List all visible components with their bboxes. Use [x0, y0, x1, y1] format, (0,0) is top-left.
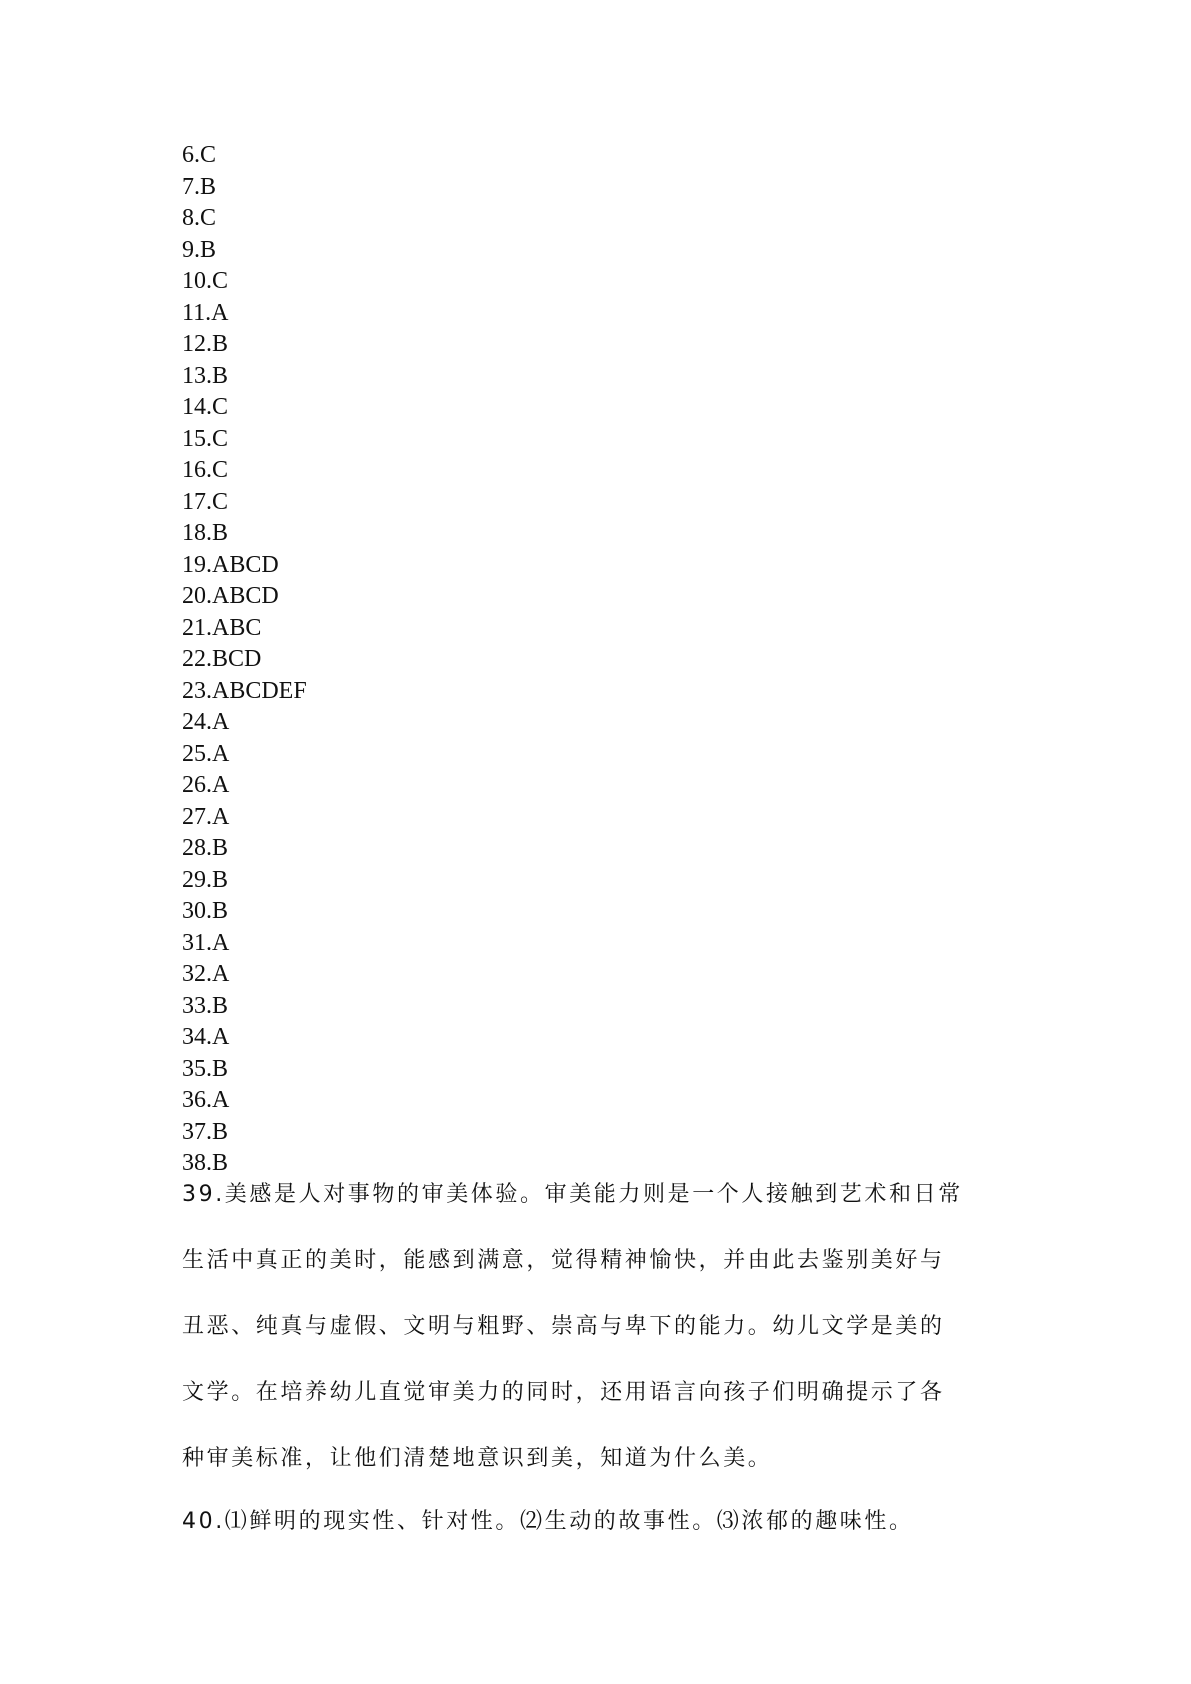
answer-item: 11.A: [182, 299, 229, 326]
paragraph-line: 生活中真正的美时，能感到满意，觉得精神愉快，并由此去鉴别美好与: [182, 1248, 945, 1273]
answer-item: 32.A: [182, 961, 230, 987]
answer-item: 27.A: [182, 803, 230, 830]
answer-item: 13.B: [182, 362, 229, 389]
answer-item: 16.C: [182, 457, 229, 483]
answer-item: 20.ABCD: [182, 583, 279, 609]
answer-item: 18.B: [182, 520, 229, 546]
paragraph-line: 39.美感是人对事物的审美体验。审美能力则是一个人接触到艺术和日常: [182, 1182, 963, 1207]
answer-item: 21.ABC: [182, 614, 262, 641]
answer-item: 38.B: [182, 1150, 229, 1176]
answer-40-paragraph: 40.⑴鲜明的现实性、针对性。⑵生动的故事性。⑶浓郁的趣味性。: [182, 1509, 914, 1534]
answer-item: 36.A: [182, 1087, 230, 1113]
answer-item: 24.A: [182, 709, 230, 735]
answer-item: 7.B: [182, 173, 217, 200]
answer-item: 26.A: [182, 772, 230, 798]
answer-item: 22.BCD: [182, 646, 262, 672]
paragraph-line: 丑恶、纯真与虚假、文明与粗野、崇高与卑下的能力。幼儿文学是美的: [182, 1314, 945, 1339]
answer-item: 33.B: [182, 992, 229, 1019]
answer-item: 19.ABCD: [182, 551, 279, 578]
answer-item: 8.C: [182, 205, 217, 231]
answer-item: 12.B: [182, 331, 229, 357]
answer-item: 31.A: [182, 929, 230, 956]
answer-item: 9.B: [182, 236, 217, 263]
answer-item: 29.B: [182, 866, 229, 893]
answer-item: 10.C: [182, 268, 229, 294]
answer-item: 30.B: [182, 898, 229, 924]
answer-item: 34.A: [182, 1024, 230, 1050]
answer-item: 17.C: [182, 488, 229, 515]
answer-item: 28.B: [182, 835, 229, 861]
answer-item: 37.B: [182, 1118, 229, 1145]
answer-item: 14.C: [182, 394, 229, 420]
answer-list: [182, 140, 307, 1180]
answer-item: 35.B: [182, 1055, 229, 1082]
answer-item: 23.ABCDEF: [182, 677, 307, 704]
answer-39-paragraph: [182, 1177, 1022, 1507]
answer-item: 6.C: [182, 142, 217, 168]
paragraph-line: 种审美标准，让他们清楚地意识到美，知道为什么美。: [182, 1446, 773, 1471]
paragraph-line: 文学。在培养幼儿直觉审美力的同时，还用语言向孩子们明确提示了各: [182, 1380, 945, 1405]
answer-item: 25.A: [182, 740, 230, 767]
answer-item: 15.C: [182, 425, 229, 452]
